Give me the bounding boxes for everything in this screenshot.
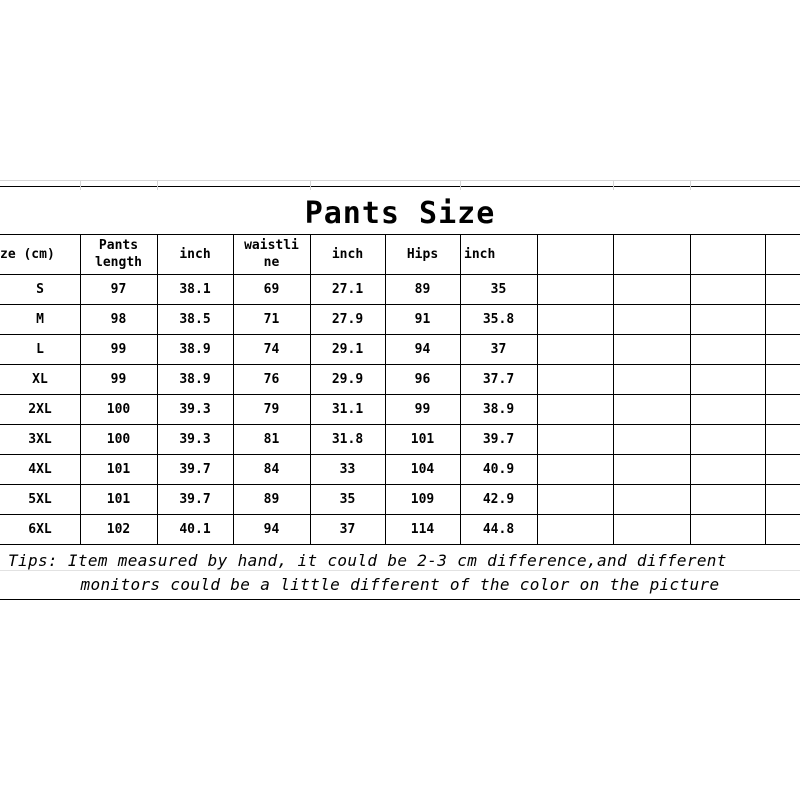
column-rule xyxy=(690,234,691,544)
table-cell: 27.9 xyxy=(331,311,364,327)
table-cell: 94 xyxy=(414,341,431,357)
table-cell: 104 xyxy=(410,461,435,477)
table-cell: 101 xyxy=(410,431,435,447)
guide-line xyxy=(0,180,800,181)
size-label: L xyxy=(36,341,44,357)
table-cell: 71 xyxy=(263,311,280,327)
table-cell: 76 xyxy=(263,371,280,387)
size-label: 3XL xyxy=(28,431,52,447)
table-cell: 89 xyxy=(263,491,280,507)
table-cell: 114 xyxy=(410,521,435,537)
size-label: 2XL xyxy=(28,401,52,417)
table-cell: 109 xyxy=(410,491,435,507)
tips-line-2: monitors could be a little different of the color on the picture xyxy=(80,575,720,594)
table-cell: 38.9 xyxy=(482,401,515,417)
table-cell: 98 xyxy=(110,311,127,327)
column-rule xyxy=(765,234,766,544)
column-header: waistli ne xyxy=(244,238,299,270)
tips-line-1: Tips: Item measured by hand, it could be 2-3 cm difference,and different xyxy=(8,551,727,570)
size-label: XL xyxy=(32,371,48,387)
column-header: inch xyxy=(464,246,496,262)
table-cell: 100 xyxy=(106,401,131,417)
title-band-tick xyxy=(613,180,614,190)
table-cell: 40.1 xyxy=(179,521,211,537)
size-label: 6XL xyxy=(28,521,52,537)
table-cell: 84 xyxy=(263,461,280,477)
table-cell: 39.7 xyxy=(179,461,211,477)
table-cell: 29.1 xyxy=(331,341,364,357)
table-cell: 35 xyxy=(339,491,356,507)
table-cell: 37.7 xyxy=(482,371,515,387)
title-band-tick xyxy=(80,180,81,190)
column-header: Hips xyxy=(406,246,439,262)
column-rule xyxy=(537,234,538,544)
table-cell: 38.5 xyxy=(179,311,211,327)
table-cell: 97 xyxy=(110,281,127,297)
size-label: 4XL xyxy=(28,461,52,477)
table-cell: 31.1 xyxy=(331,401,364,417)
table-cell: 35.8 xyxy=(482,311,515,327)
table-cell: 39.7 xyxy=(482,431,515,447)
table-cell: 69 xyxy=(263,281,280,297)
table-cell: 94 xyxy=(263,521,280,537)
column-header: Pants length xyxy=(95,238,142,270)
column-header: inch xyxy=(331,246,364,262)
table-cell: 33 xyxy=(339,461,356,477)
table-cell: 44.8 xyxy=(482,521,515,537)
table-cell: 99 xyxy=(110,341,127,357)
table-cell: 29.9 xyxy=(331,371,364,387)
table-cell: 79 xyxy=(263,401,280,417)
title-band-tick xyxy=(157,180,158,190)
table-border-top xyxy=(0,186,800,187)
row-rule xyxy=(0,544,800,545)
column-header: ze (cm) xyxy=(0,246,55,262)
table-cell: 38.9 xyxy=(179,341,211,357)
table-cell: 27.1 xyxy=(331,281,364,297)
table-cell: 74 xyxy=(263,341,280,357)
table-cell: 37 xyxy=(490,341,507,357)
title-band-tick xyxy=(310,180,311,190)
column-rule xyxy=(613,234,614,544)
column-header: inch xyxy=(179,246,211,262)
chart-title: Pants Size xyxy=(304,196,496,231)
table-cell: 39.3 xyxy=(179,431,211,447)
table-cell: 37 xyxy=(339,521,356,537)
size-label: S xyxy=(36,281,44,297)
title-band-tick xyxy=(690,180,691,190)
table-cell: 31.8 xyxy=(331,431,364,447)
table-cell: 39.7 xyxy=(179,491,211,507)
table-cell: 100 xyxy=(106,431,131,447)
table-cell: 39.3 xyxy=(179,401,211,417)
size-label: 5XL xyxy=(28,491,52,507)
table-cell: 42.9 xyxy=(482,491,515,507)
table-cell: 99 xyxy=(110,371,127,387)
table-cell: 101 xyxy=(106,491,131,507)
table-cell: 102 xyxy=(106,521,131,537)
table-cell: 38.1 xyxy=(179,281,211,297)
table-cell: 96 xyxy=(414,371,431,387)
table-cell: 40.9 xyxy=(482,461,515,477)
table-cell: 81 xyxy=(263,431,280,447)
table-border-bottom xyxy=(0,599,800,600)
size-label: M xyxy=(36,311,44,327)
table-cell: 99 xyxy=(414,401,431,417)
table-cell: 101 xyxy=(106,461,131,477)
title-band-tick xyxy=(460,180,461,190)
table-cell: 35 xyxy=(490,281,507,297)
table-cell: 38.9 xyxy=(179,371,211,387)
table-cell: 91 xyxy=(414,311,431,327)
table-cell: 89 xyxy=(414,281,431,297)
